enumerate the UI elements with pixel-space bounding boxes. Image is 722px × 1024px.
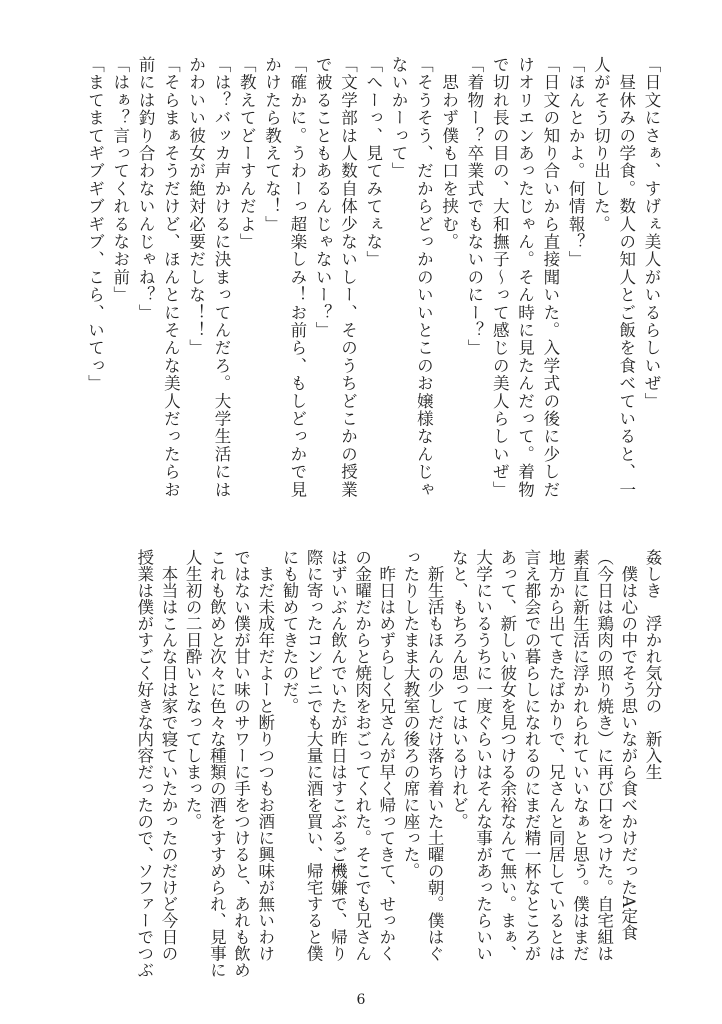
- text-line: で被ることもあるんじゃないー？」: [313, 56, 333, 340]
- text-line: まだ未成年だよーと断りつつもお酒に興味が無いわけ: [255, 549, 275, 962]
- text-line: 「そうそう、だからどっかのいいとこのお嬢様なんじゃ: [414, 56, 434, 499]
- lower-text-block: [132, 549, 664, 981]
- text-line: 思わず僕も口を挟む。: [439, 56, 459, 251]
- text-line: 本当はこんな日は家で寝ていたかったのだけど今日の: [158, 549, 178, 962]
- text-line: 「ほんとかよ。何情報？」: [566, 56, 586, 269]
- text-line: 「日文の知り合いから直接聞いた。入学式の後に少しだ: [540, 56, 560, 499]
- text-line: 「はぁ？言ってくれるなお前」: [110, 56, 130, 304]
- text-line: ないかーって」: [389, 56, 409, 180]
- text-line: 際に寄ったコンビニでも大量に酒を買い、帰宅すると僕: [304, 549, 324, 962]
- text-line: あって、新しい彼女を見つける余裕なんて無い。まぁ、: [497, 549, 517, 962]
- text-line: 素直に新生活に浮かれられていいなぁと思う。僕はまだ: [570, 549, 590, 962]
- text-line: 「確かに。うわーっ超楽しみ！お前ら、もしどっかで見: [287, 56, 307, 499]
- text-line: けオリエンあったじゃん。そん時に見たんだって。着物: [515, 56, 535, 499]
- text-line: 人生初の二日酔いとなってしまった。: [183, 549, 203, 830]
- text-line: 「へーっ、見てみてぇな」: [363, 56, 383, 269]
- text-line: 姦しき 浮かれ気分の 新入生: [643, 549, 662, 780]
- text-line: ではない僕が甘い味のサワーに手をつけると、あれも飲め: [231, 549, 251, 978]
- text-line: 「文学部は人数自体少ないしー、そのうちどこかの授業: [338, 56, 358, 499]
- text-line: 新生活もほんの少しだけ落ち着いた土曜の朝。僕はぐ: [425, 549, 445, 962]
- text-line: 言え都会での暮らしになれるのにまだ精一杯なところが: [521, 549, 541, 962]
- text-line: にも勧めてきたのだ。: [279, 549, 299, 714]
- text-line: はずいぶん飲んでいたが昨日はすこぶるご機嫌で、帰り: [328, 549, 348, 962]
- text-line: 「教えてどーすんだよ」: [237, 56, 257, 251]
- text-line: 昨日はめずらしく兄さんが早く帰ってきて、せっかく: [376, 549, 396, 962]
- page-number: 6: [356, 992, 366, 1008]
- text-line: 「そらまぁそうだけど、ほんとにそんな美人だったらお: [161, 56, 181, 499]
- text-line: かわいい彼女が絶対必要だしな！！」: [186, 56, 206, 357]
- text-line: ったりしたまま大教室の後ろの席に座った。: [400, 549, 420, 879]
- text-line: 「日文にさぁ、すげぇ美人がいるらしいぜ」: [642, 56, 661, 410]
- text-line: かけたら教えてな！」: [262, 56, 282, 233]
- text-line: の金曜だからと焼肉をおごってくれた。そこでも兄さん: [352, 549, 372, 962]
- text-line: 授業は僕がすごく好きな内容だったので、ソファーでつぶ: [134, 549, 154, 978]
- text-line: （今日は鶏肉の照り焼き）に再び口をつけた。自宅組は: [594, 549, 614, 962]
- text-line: 「着物ー？卒業式でもないのにー？」: [464, 56, 484, 357]
- text-line: 僕は心の中でそう思いながら食べかけだったA定食: [618, 549, 638, 941]
- text-line: 人がそう切り出した。: [591, 56, 611, 233]
- text-line: 「まてまてギブギブギブ、こら、いてっ」: [85, 56, 105, 393]
- text-line: 「は？バッカ声かけるに決まってんだろ。大学生活には: [211, 56, 231, 499]
- text-line: なと、もちろん思ってはいるけれど。: [449, 549, 469, 830]
- text-line: 地方から出てきたばかりで、兄さんと同居しているとは: [546, 549, 566, 962]
- text-line: で切れ長の目の、大和撫子～って感じの美人らしいぜ」: [490, 56, 510, 499]
- upper-text-block: [82, 56, 664, 502]
- text-line: 大学にいるうちに一度ぐらいはそんな事があったらいい: [473, 549, 493, 962]
- text-line: 前には釣り合わないんじゃね？」: [136, 56, 156, 322]
- text-line: これも飲めと次々に色々な種類の酒をすすめられ、見事に: [207, 549, 227, 978]
- text-line: 昼休みの学食。数人の知人とご飯を食べていると、一: [616, 56, 636, 499]
